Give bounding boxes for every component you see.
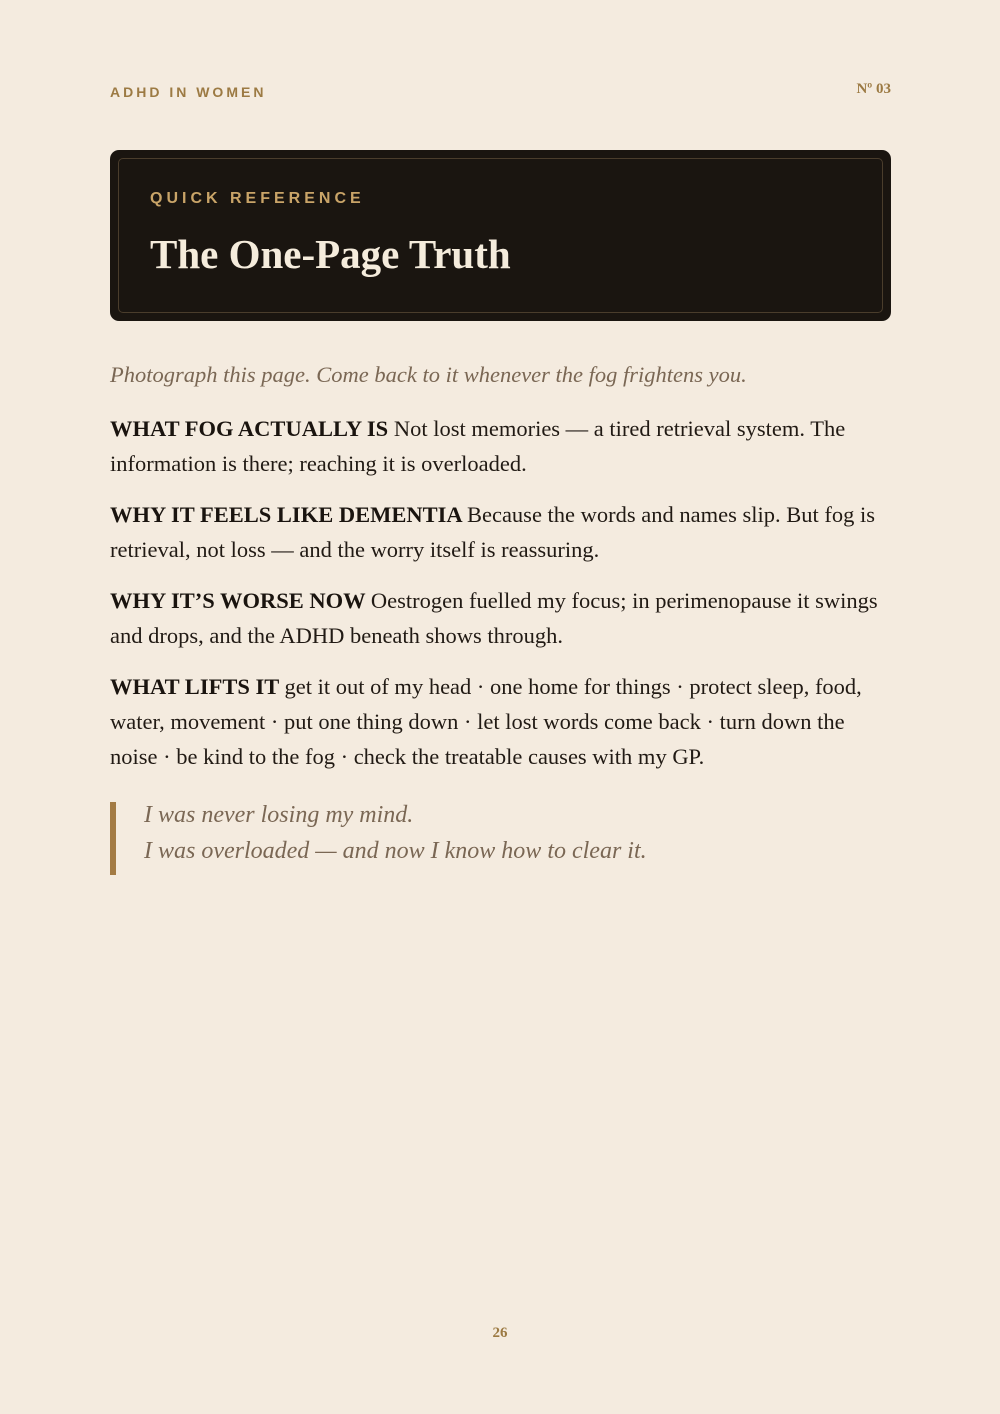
issue-number: Nº 03: [856, 81, 891, 97]
section-lead: WHAT FOG ACTUALLY IS: [110, 416, 394, 441]
section-lead: WHY IT’S WORSE NOW: [110, 588, 371, 613]
pull-quote: [110, 802, 890, 875]
intro-text: Photograph this page. Come back to it whenever the fog frightens you.: [110, 362, 747, 387]
section-what-fog-is: [110, 411, 890, 481]
section-body: get it out of my head · one home for things · protect sleep, food, water, movement · put one thing down · let lost words come back · turn down the noise · be kind to the fog · check the treatable causes with my GP.: [110, 674, 862, 769]
section-lead: WHY IT FEELS LIKE DEMENTIA: [110, 502, 467, 527]
page-title: The One-Page Truth: [150, 231, 511, 277]
pull-quote-line-2: I was overloaded — and now I know how to clear it.: [144, 838, 647, 864]
pull-quote-line-1: I was never losing my mind.: [144, 802, 414, 828]
running-head: ADHD IN WOMEN: [110, 84, 267, 100]
section-body: Not lost memories — a tired retrieval system. The information is there; reaching it is overloaded.: [110, 416, 846, 476]
section-why-worse-now: [110, 583, 890, 653]
section-body: Oestrogen fuelled my focus; in perimenopause it swings and drops, and the ADHD beneath shows through.: [110, 588, 878, 648]
section-why-dementia: [110, 497, 890, 567]
section-lead: WHAT LIFTS IT: [110, 674, 285, 699]
section-body: Because the words and names slip. But fog is retrieval, not loss — and the worry itself is reassuring.: [110, 502, 876, 562]
banner-kicker: QUICK REFERENCE: [150, 190, 365, 207]
section-what-lifts-it: [110, 669, 890, 774]
title-banner: [110, 150, 891, 321]
page-number: 26: [492, 1325, 508, 1341]
